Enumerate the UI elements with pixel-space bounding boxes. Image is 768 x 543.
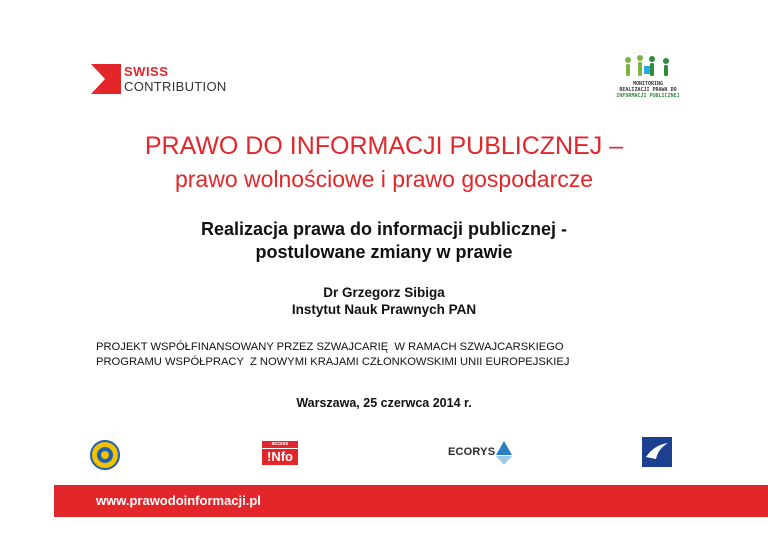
main-title: PRAWO DO INFORMACJI PUBLICZNEJ – bbox=[144, 132, 624, 160]
monitoring-logo-line3: INFORMACJI PUBLICZNEJ bbox=[616, 93, 680, 99]
swiss-logo-line1: SWISS bbox=[124, 64, 169, 79]
partner-seal-logo bbox=[90, 440, 120, 470]
swiss-contribution-logo bbox=[91, 64, 241, 98]
author-name: Dr Grzegorz Sibiga bbox=[323, 285, 445, 300]
ecorys-logo bbox=[448, 441, 514, 465]
access-info-bottom-text: !Nfo bbox=[262, 449, 298, 465]
project-note-line1: PROJEKT WSPÓŁFINANSOWANY PRZEZ SZWAJCARIĘ W RAMACH SZWAJCARSKIEGO bbox=[96, 341, 564, 353]
footer-website-link[interactable]: www.prawodoinformacji.pl bbox=[96, 493, 261, 508]
people-figures-icon bbox=[622, 54, 674, 80]
project-note bbox=[96, 340, 716, 370]
subtitle-line1: Realizacja prawa do informacji publicznej - bbox=[200, 219, 568, 239]
monitoring-logo-line1: MONITORING bbox=[632, 81, 664, 87]
ecorys-logo-text: ECORYS bbox=[448, 446, 496, 458]
author-institution: Instytut Nauk Prawnych PAN bbox=[291, 302, 477, 317]
footer-bar bbox=[54, 485, 768, 517]
monitoring-logo bbox=[612, 54, 684, 110]
access-info-top-text: access bbox=[262, 441, 298, 448]
access-info-logo bbox=[262, 441, 298, 465]
subtitle-line2: postulowane zmiany w prawie bbox=[255, 242, 513, 262]
main-subtitle: prawo wolnościowe i prawo gospodarcze bbox=[174, 166, 594, 192]
monitoring-logo-line2: REALIZACJI PRAWA DO bbox=[619, 87, 677, 93]
presentation-subtitle bbox=[0, 218, 768, 264]
ecorys-triangle-icon bbox=[496, 441, 512, 465]
author-block bbox=[0, 284, 768, 318]
date-location: Warszawa, 25 czerwca 2014 r. bbox=[296, 396, 472, 410]
project-note-line2: PROGRAMU WSPÓŁPRACY Z NOWYMI KRAJAMI CZŁONKOWSKIMI UNII EUROPEJSKIEJ bbox=[96, 356, 570, 368]
swiss-logo-line2: CONTRIBUTION bbox=[124, 79, 227, 94]
partner-bird-logo bbox=[642, 437, 672, 467]
swiss-logo-mark bbox=[91, 64, 121, 94]
